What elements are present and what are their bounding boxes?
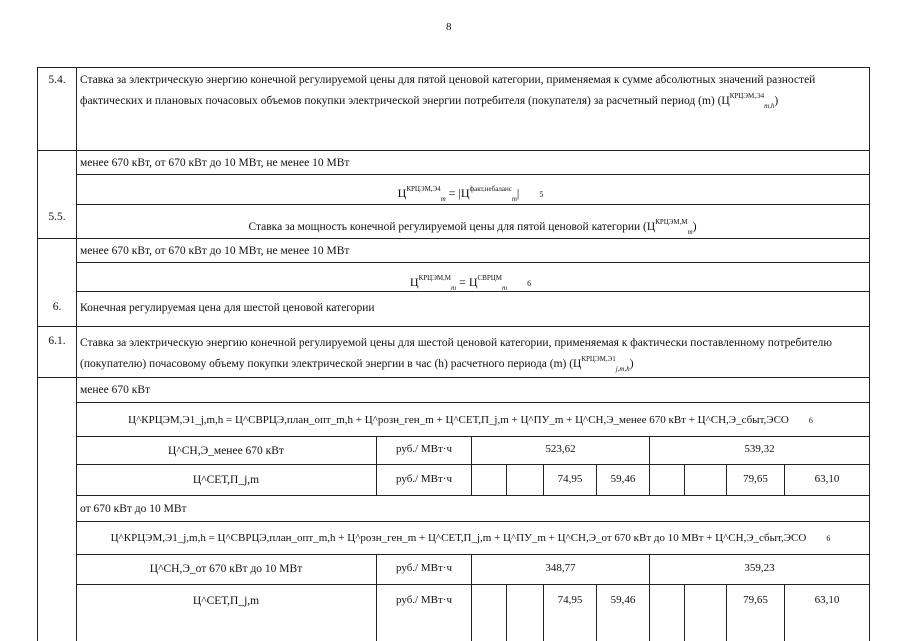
formula-row (76, 522, 869, 555)
value-cell: 59,46 (596, 585, 649, 641)
formula-row (76, 175, 869, 205)
row-text: Ставка за электрическую энергию конечной регулируемой цены для пятой ценовой категории, применяемая к сумме абсолютных значений разностей фактических и плановых почасовых объемов покупки электрической энергии потребителя (покупателя) за расчетный период (m) $(Ц^{КРЦЭМ,Э4}_{m,h})$ (80, 74, 816, 110)
row-number: 6. (52, 301, 62, 313)
formula-text: Ц^КРЦЭМ,Э1_j,m,h = Ц^СВРЦЭ,план_опт_m,h + Ц^розн_ген_m + Ц^СЕТ,П_j,m + Ц^ПУ_m + Ц^СН,Э_от 670 кВт до 10 МВт + Ц^СН,Э_сбыт,ЭСО 6 (110, 532, 831, 544)
value-cell: 63,10 (784, 585, 869, 641)
formula-text: $Ц^{КРЦЭМ,М}_m = Ц^{СВРЦМ}_m$ 6 (409, 274, 532, 292)
value-cell: 79,65 (726, 585, 784, 641)
row-6 (38, 292, 869, 327)
rate-row (76, 555, 869, 585)
value-cell: 523,62 (471, 437, 649, 465)
value-cell: 63,10 (784, 465, 869, 496)
row-number: 5.5. (48, 211, 66, 223)
row-number: 5.4. (48, 74, 66, 86)
row-number: 6.1. (48, 335, 66, 347)
rate-label: Ц^СЕТ,П_j,m (192, 474, 260, 486)
value-cell: 348,77 (471, 555, 649, 585)
value-cell: 79,65 (726, 465, 784, 496)
formula-row (76, 403, 869, 437)
unit-cell: руб./ МВт·ч (376, 555, 471, 585)
formula-text: Ц^КРЦЭМ,Э1_j,m,h = Ц^СВРЦЭ,план_опт_m,h + Ц^розн_ген_m + Ц^СЕТ,П_j,m + Ц^ПУ_m + Ц^СН,Э_менее 670 кВт + Ц^СН,Э_сбыт,ЭСО 6 (128, 414, 813, 426)
rate-label: Ц^СН,Э_менее 670 кВт (168, 445, 284, 457)
unit-cell: руб./ МВт·ч (376, 437, 471, 465)
rate-label: Ц^СН,Э_от 670 кВт до 10 МВт (149, 563, 303, 575)
page-number: 8 (446, 21, 452, 33)
value-cell: 539,32 (649, 437, 869, 465)
power-range-row (76, 239, 869, 263)
value-cell: 359,23 (649, 555, 869, 585)
power-range-row (76, 151, 869, 175)
unit-cell: руб./ МВт·ч (376, 465, 471, 496)
formula-text: $Ц^{КРЦЭМ,Э4}_m = |Ц^{факт,небаланс}_m|$ 5 (397, 185, 544, 203)
row-5-4 (38, 68, 869, 151)
rate-row (76, 465, 869, 496)
power-range-text: менее 670 кВт, от 670 кВт до 10 МВт, не менее 10 МВт (80, 157, 350, 169)
group-title: менее 670 кВт (80, 384, 151, 396)
unit-cell: руб./ МВт·ч (376, 585, 471, 641)
tariff-table (37, 67, 870, 641)
rate-row (76, 585, 869, 641)
rate-row (76, 437, 869, 465)
row-6-1 (38, 327, 869, 378)
row-text: Ставка за мощность конечной регулируемой цены для пятой ценовой категории $(Ц^{КРЦЭМ,М}_m)$ (248, 218, 697, 236)
group-title-row (76, 496, 869, 522)
value-cell: 74,95 (543, 465, 596, 496)
group-title-row (76, 378, 869, 403)
group-title: от 670 кВт до 10 МВт (80, 503, 187, 515)
rate-label: Ц^СЕТ,П_j,m (192, 595, 260, 607)
value-cell: 59,46 (596, 465, 649, 496)
row-text: Конечная регулируемая цена для шестой ценовой категории (80, 302, 375, 314)
formula-row (76, 263, 869, 292)
row-text: Ставка за электрическую энергию конечной регулируемой цены для шестой ценовой категории, применяемая к фактически поставленному потребителю (покупателю) почасовому объему покупки электрической энергии в час (h) расчетного периода (m) $(Ц^{КРЦЭМ,Э1}_{j,m,h})$ (80, 337, 832, 373)
row-5-5 (38, 205, 869, 239)
value-cell: 74,95 (543, 585, 596, 641)
power-range-text: менее 670 кВт, от 670 кВт до 10 МВт, не менее 10 МВт (80, 245, 350, 257)
